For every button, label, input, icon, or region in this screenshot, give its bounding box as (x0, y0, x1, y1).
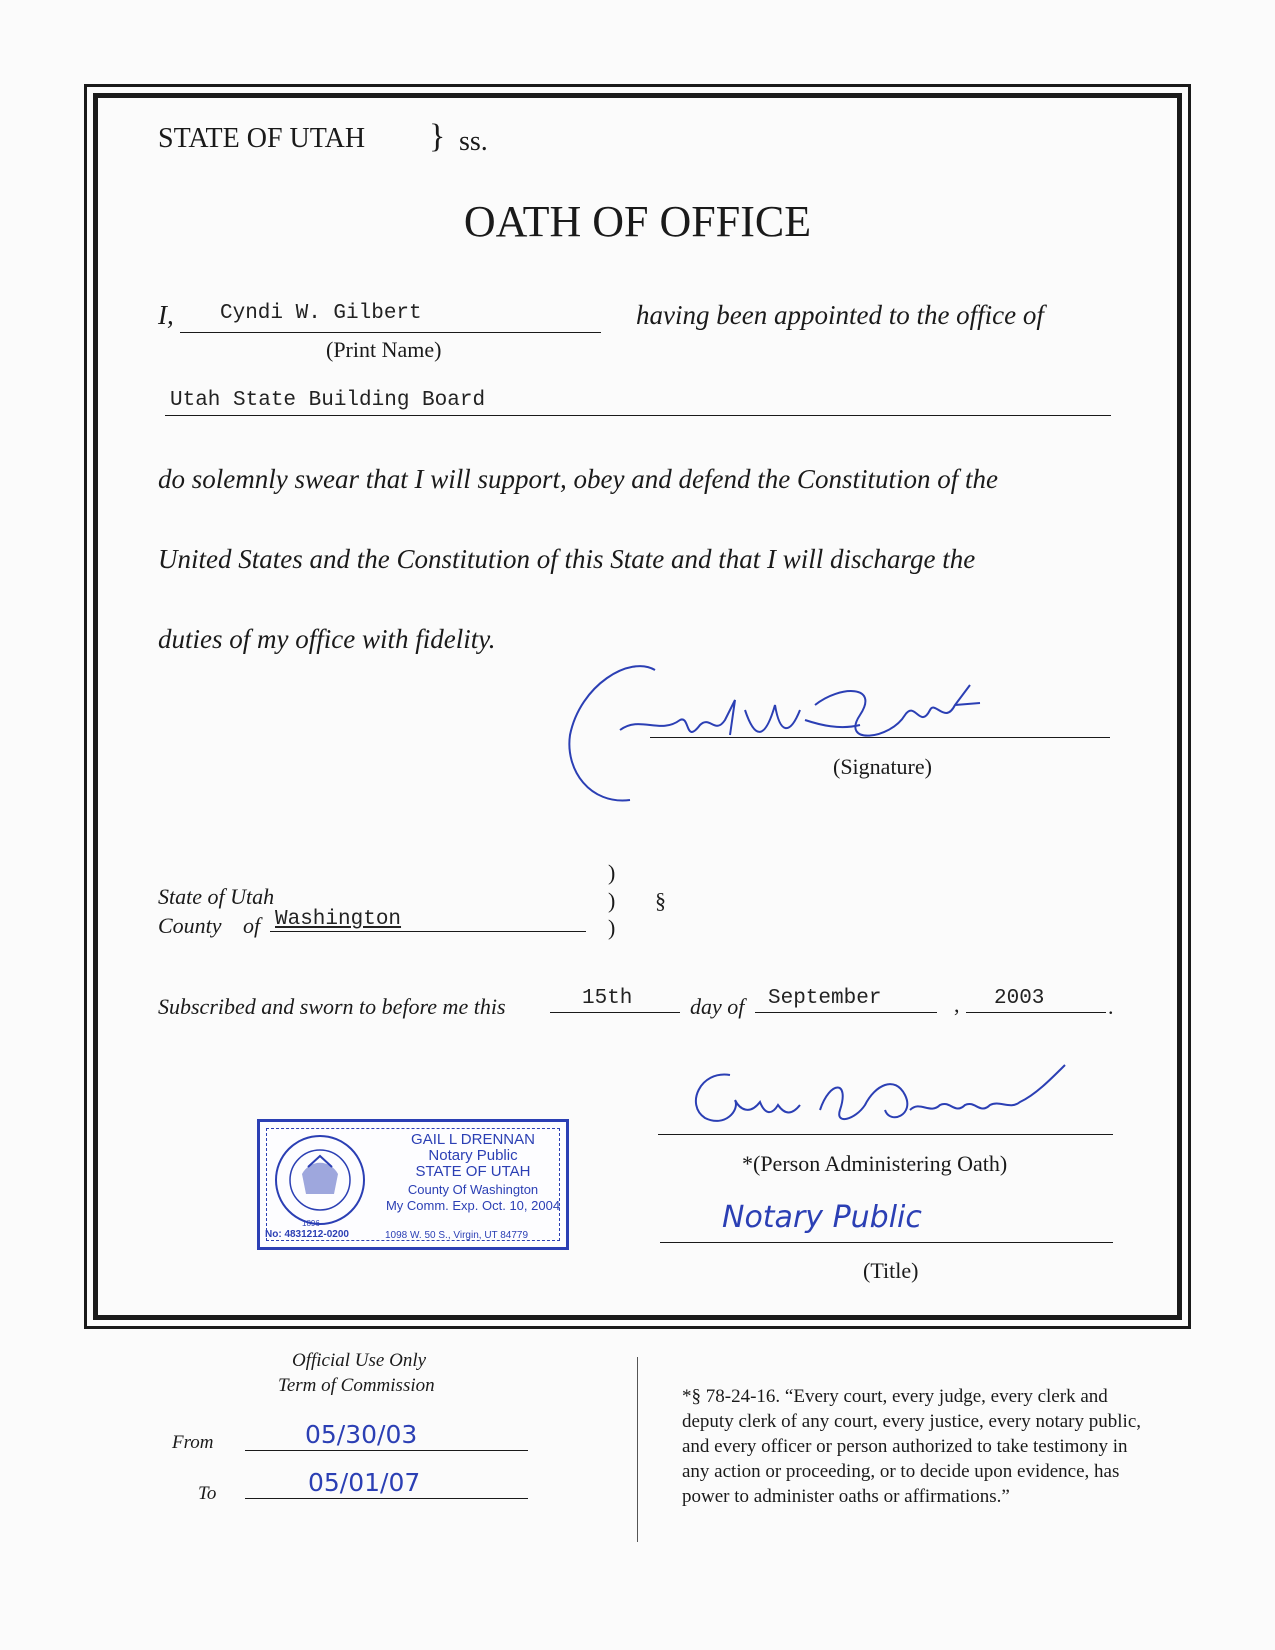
oath-line-2: United States and the Constitution of this State and that I will discharge the (158, 544, 976, 574)
signature-caption: (Signature) (833, 754, 932, 779)
print-name-value: Cyndi W. Gilbert (220, 302, 422, 325)
from-line (245, 1450, 528, 1451)
print-name-caption: (Print Name) (326, 337, 442, 362)
stamp-address: 1098 W. 50 S., Virgin, UT 84779 (385, 1230, 529, 1241)
notary-stamp (257, 1119, 569, 1250)
day-of-label: day of (690, 994, 745, 1019)
stamp-state: STATE OF UTAH (415, 1163, 531, 1180)
administrator-line (658, 1134, 1113, 1135)
oath-line-1: do solemnly swear that I will support, obey and defend the Constitution of the (158, 464, 998, 494)
statute-line-4: any action or proceeding, or to decide upon evidence, has (682, 1461, 1120, 1482)
state-heading: STATE OF UTAH (158, 123, 366, 154)
office-line (165, 415, 1111, 416)
notary-title-handwritten: Notary Public (722, 1200, 922, 1235)
statute-line-3: and every officer or person authorized to take testimony in (682, 1436, 1128, 1457)
section-divider (637, 1357, 638, 1542)
administrator-caption: *(Person Administering Oath) (742, 1151, 1008, 1176)
month-line (755, 1012, 937, 1013)
paren-3: ) (608, 915, 616, 940)
sworn-comma: , (954, 992, 960, 1017)
stamp-name: GAIL L DRENNAN (411, 1131, 535, 1148)
signature-line (650, 737, 1110, 738)
statute-line-2: deputy clerk of any court, every justice, every notary public, (682, 1411, 1141, 1432)
stamp-role: Notary Public (428, 1147, 518, 1164)
brace: } (429, 118, 446, 155)
to-value: 05/01/07 (308, 1468, 421, 1497)
title-line (660, 1242, 1113, 1243)
venue-state: State of Utah (158, 884, 275, 909)
venue-of-label: of (243, 913, 261, 938)
from-value: 05/30/03 (305, 1420, 418, 1449)
document-title: OATH OF OFFICE (463, 197, 812, 246)
state-seal-icon (272, 1134, 372, 1229)
seal-year: 1896 (302, 1219, 320, 1228)
stamp-number: No: 4831212-0200 (265, 1229, 349, 1240)
venue-county-label: County (158, 913, 222, 938)
day-value: 15th (582, 987, 633, 1010)
to-label: To (198, 1483, 217, 1504)
ss-label: ss. (459, 126, 488, 157)
paren-2: ) (608, 888, 616, 913)
year-line (966, 1012, 1106, 1013)
signature-handwritten (560, 655, 1020, 815)
stamp-commission: My Comm. Exp. Oct. 10, 2004 (385, 1198, 561, 1213)
sworn-period: . (1108, 994, 1114, 1019)
section-symbol: § (655, 888, 666, 913)
print-name-line (180, 332, 601, 333)
to-line (245, 1498, 528, 1499)
year-value: 2003 (994, 987, 1045, 1010)
paren-1: ) (608, 860, 616, 885)
stamp-county: County Of Washington (407, 1182, 539, 1197)
term-heading: Term of Commission (278, 1375, 435, 1396)
county-value: Washington (275, 908, 402, 931)
official-use-heading: Official Use Only (292, 1350, 427, 1371)
statute-line-1: *§ 78-24-16. “Every court, every judge, every clerk and (682, 1386, 1108, 1407)
statute-line-5: power to administer oaths or affirmations.” (682, 1486, 1010, 1507)
administrator-signature-handwritten (680, 1060, 1080, 1140)
sworn-prefix: Subscribed and sworn to before me this (158, 994, 506, 1019)
appointed-text: having been appointed to the office of (636, 300, 1044, 330)
oath-line-3: duties of my office with fidelity. (158, 624, 496, 654)
office-value: Utah State Building Board (170, 389, 486, 412)
oath-prefix: I, (158, 300, 174, 330)
title-caption: (Title) (863, 1258, 919, 1283)
county-line (270, 931, 586, 932)
day-line (550, 1012, 680, 1013)
from-label: From (172, 1432, 214, 1453)
month-value: September (768, 987, 882, 1010)
